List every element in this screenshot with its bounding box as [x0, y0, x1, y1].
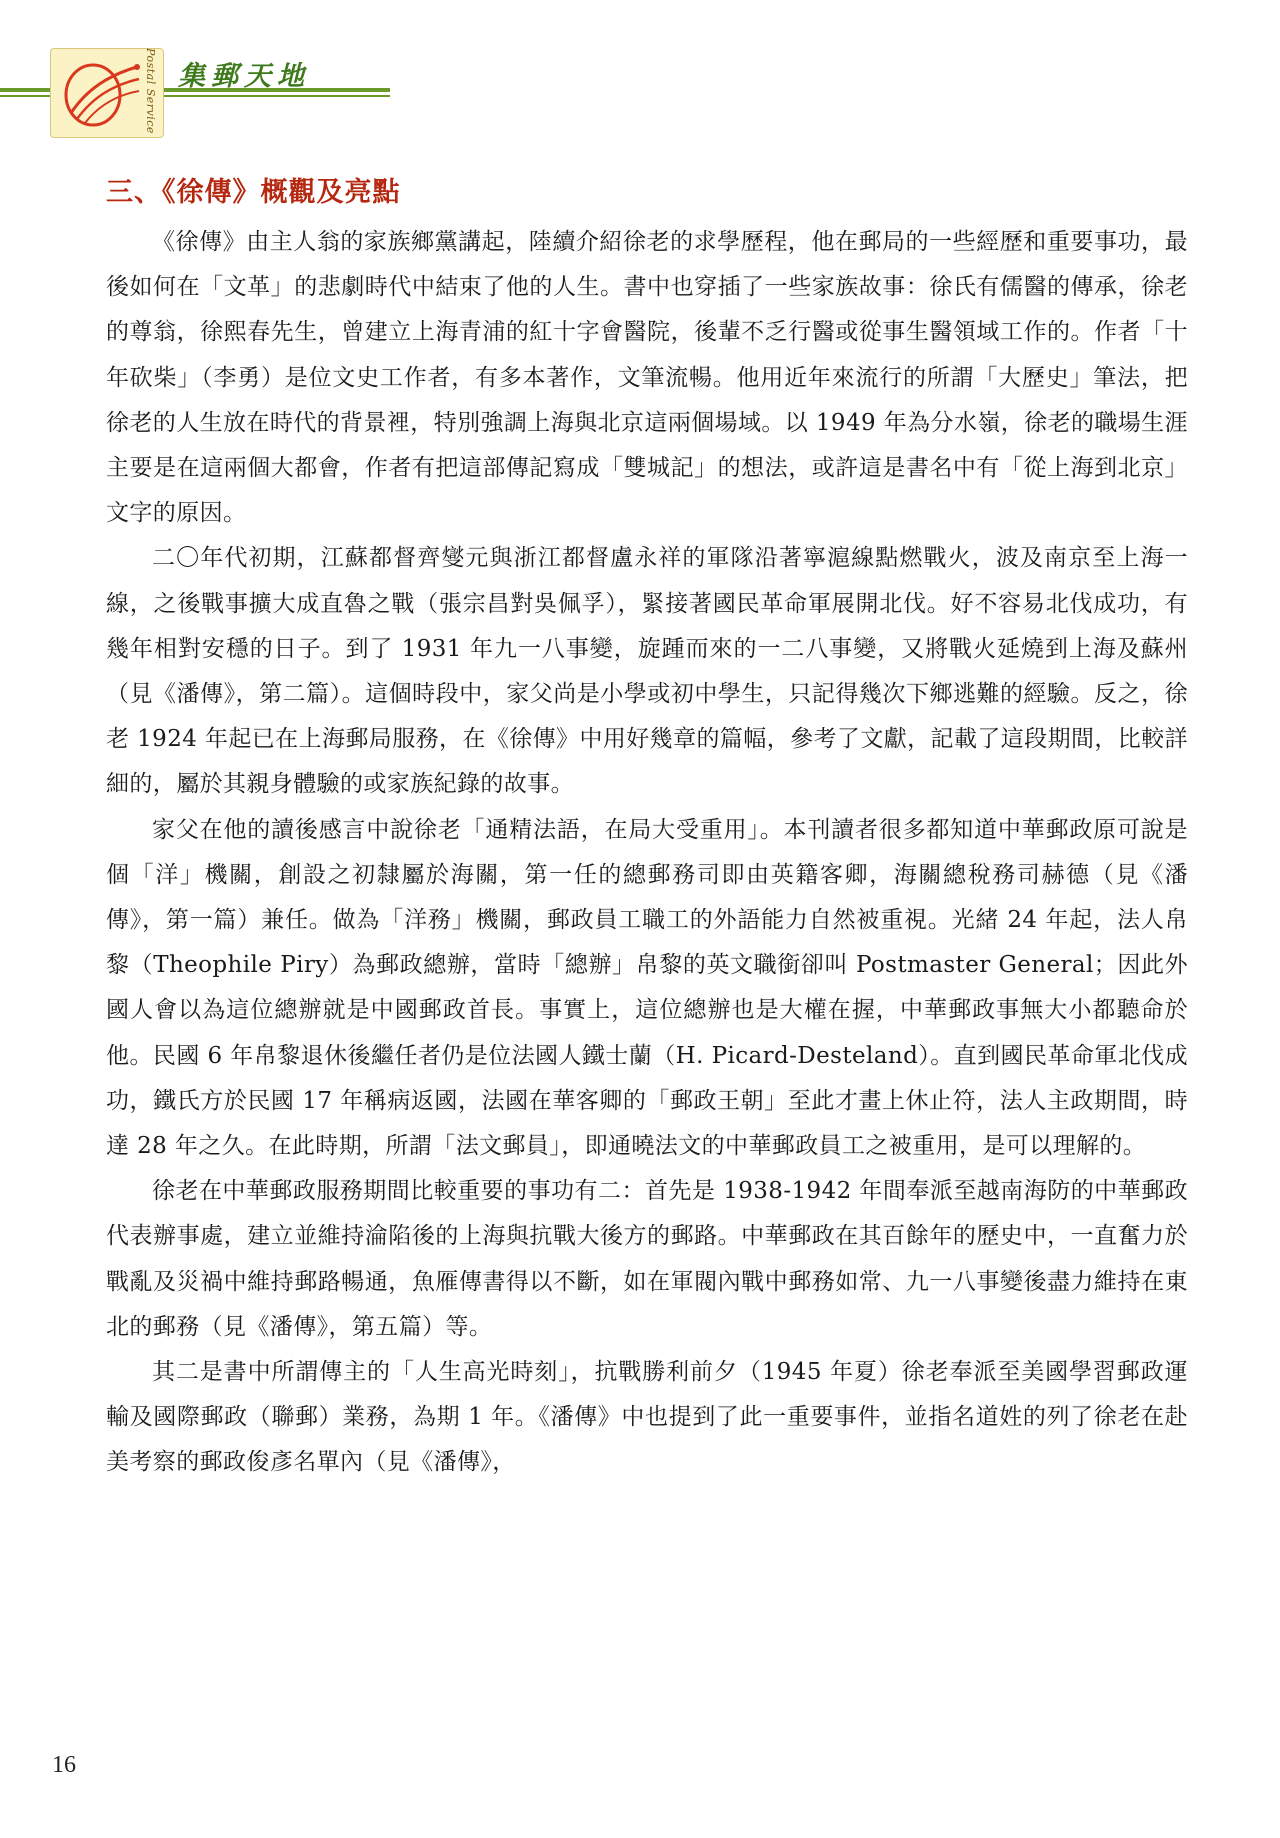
- page-header: [0, 0, 1280, 140]
- logo-text: Postal Service: [144, 48, 157, 134]
- article-body: [106, 220, 1188, 1486]
- paragraph: 其二是書中所謂傳主的「人生高光時刻」，抗戰勝利前夕（1945 年夏）徐老奉派至美國學習郵政運輸及國際郵政（聯郵）業務，為期 1 年。《潘傳》中也提到了此一重要事件，並指名道姓的列了徐老在赴美考察的郵政俊彥名單內（見《潘傳》，: [106, 1359, 1188, 1476]
- paragraph: 家父在他的讀後感言中說徐老「通精法語，在局大受重用」。本刊讀者很多都知道中華郵政原可說是個「洋」機關，創設之初隸屬於海關，第一任的總郵務司即由英籍客卿，海關總稅務司赫德（見《潘傳》，第一篇）兼任。做為「洋務」機關，郵政員工職工的外語能力自然被重視。光緒 24 年起，法人帛黎（Theophile Piry）為郵政總辦，當時「總辦」帛黎的英文職銜卻叫 Postmaster General；因此外國人會以為這位總辦就是中國郵政首長。事實上，這位總辦也是大權在握，中華郵政事無大小都聽命於他。民國 6 年帛黎退休後繼任者仍是位法國人鐵士蘭（H. Picard-Desteland）。直到國民革命軍北伐成功，鐵氏方於民國 17 年稱病返國，法國在華客卿的「郵政王朝」至此才畫上休止符，法人主政期間，時達 28 年之久。在此時期，所謂「法文郵員」，即通曉法文的中華郵政員工之被重用，是可以理解的。: [106, 816, 1188, 1160]
- page-number: 16: [52, 1752, 76, 1778]
- paragraph: 徐老在中華郵政服務期間比較重要的事功有二：首先是 1938-1942 年間奉派至越南海防的中華郵政代表辦事處，建立並維持淪陷後的上海與抗戰大後方的郵路。中華郵政在其百餘年的歷史中，一直奮力於戰亂及災禍中維持郵路暢通，魚雁傳書得以不斷，如在軍閥內戰中郵務如常、九一八事變後盡力維持在東北的郵務（見《潘傳》，第五篇）等。: [106, 1178, 1188, 1340]
- magazine-section-title: 集郵天地: [178, 61, 310, 92]
- paragraph: 二〇年代初期，江蘇都督齊燮元與浙江都督盧永祥的軍隊沿著寧滬線點燃戰火，波及南京至上海一線，之後戰事擴大成直魯之戰（張宗昌對吳佩孚），緊接著國民革命軍展開北伐。好不容易北伐成功，有幾年相對安穩的日子。到了 1931 年九一八事變，旋踵而來的一二八事變，又將戰火延燒到上海及蘇州（見《潘傳》，第二篇）。這個時段中，家父尚是小學或初中學生，只記得幾次下鄉逃難的經驗。反之，徐老 1924 年起已在上海郵局服務，在《徐傳》中用好幾章的篇幅，參考了文獻，記載了這段期間，比較詳細的，屬於其親身體驗的或家族紀錄的故事。: [106, 545, 1188, 798]
- section-heading: 三、《徐傳》概觀及亮點: [106, 177, 401, 208]
- paragraph: 《徐傳》由主人翁的家族鄉黨講起，陸續介紹徐老的求學歷程，他在郵局的一些經歷和重要事功，最後如何在「文革」的悲劇時代中結束了他的人生。書中也穿插了一些家族故事：徐氏有儒醫的傳承，徐老的尊翁，徐熙春先生，曾建立上海青浦的紅十字會醫院，後輩不乏行醫或從事生醫領域工作的。作者「十年砍柴」（李勇）是位文史工作者，有多本著作，文筆流暢。他用近年來流行的所謂「大歷史」筆法，把徐老的人生放在時代的背景裡，特別強調上海與北京這兩個場域。以 1949 年為分水嶺，徐老的職場生涯主要是在這兩個大都會，作者有把這部傳記寫成「雙城記」的想法，或許這是書名中有「從上海到北京」文字的原因。: [106, 229, 1188, 527]
